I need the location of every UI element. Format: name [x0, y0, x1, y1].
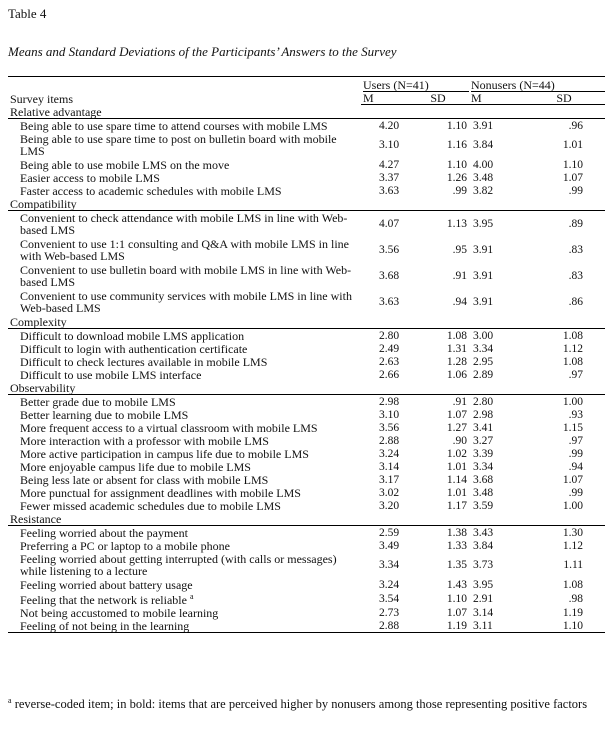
nonusers-sd: 1.01: [562, 139, 584, 151]
table-row: [8, 184, 605, 197]
survey-item: [8, 184, 361, 197]
users-mean: 3.24: [379, 578, 400, 591]
survey-item: [8, 434, 361, 447]
users-mean: 3.14: [379, 460, 400, 473]
survey-item: [8, 342, 361, 355]
category-row: [8, 197, 605, 211]
table-row: [8, 355, 605, 368]
nonusers-sd: .97: [568, 368, 584, 381]
table-row: [8, 211, 605, 238]
users-sd: 1.02: [446, 447, 468, 460]
nonusers-mean: 3.14: [473, 606, 494, 619]
users-sd: 1.27: [446, 421, 468, 434]
users-mean: 3.63: [379, 184, 400, 197]
header-nonusers-sd: SD: [523, 92, 605, 105]
nonusers-sd: .93: [568, 408, 584, 421]
nonusers-sd: 1.00: [562, 499, 584, 512]
survey-item: [8, 486, 361, 499]
survey-item: [8, 211, 361, 238]
table-label: Table 4: [8, 6, 47, 21]
users-mean: 3.34: [379, 559, 400, 571]
survey-item-text: Difficult to login with authentication certificate: [20, 341, 248, 356]
nonusers-sd: .97: [568, 434, 584, 447]
nonusers-sd: .99: [568, 184, 584, 197]
users-sd: 1.08: [446, 329, 468, 342]
nonusers-sd: 1.07: [562, 473, 584, 486]
nonusers-mean: 3.91: [473, 119, 494, 132]
survey-item-text: More punctual for assignment deadlines with mobile LMS: [20, 485, 301, 500]
nonusers-sd: 1.12: [562, 539, 584, 552]
users-mean: 3.24: [379, 447, 400, 460]
nonusers-mean: 3.59: [473, 499, 494, 512]
survey-item: [8, 289, 361, 315]
survey-item-text: Faster access to academic schedules with mobile LMS: [20, 183, 282, 198]
nonusers-mean: 3.48: [473, 486, 494, 499]
survey-item: [8, 591, 361, 606]
users-mean: 4.07: [379, 218, 400, 230]
users-sd: 1.14: [446, 473, 468, 486]
table-row: [8, 578, 605, 591]
nonusers-mean: 3.00: [473, 329, 494, 342]
users-sd: 1.33: [446, 539, 468, 552]
footnote: [8, 694, 605, 714]
users-mean: 3.20: [379, 499, 400, 512]
users-mean: 2.59: [379, 526, 400, 539]
survey-item-text: Convenient to use 1:1 consulting and Q&A with mobile LMS in line with Web-based LMS: [20, 237, 349, 263]
users-mean: 2.98: [379, 395, 400, 408]
survey-item-text: Being able to use mobile LMS on the move: [20, 157, 230, 172]
survey-item-text: Convenient to check attendance with mobile LMS in line with Web-based LMS: [20, 211, 348, 237]
survey-item-text: Easier access to mobile LMS: [20, 170, 160, 185]
users-sd: 1.07: [446, 408, 468, 421]
table-row: [8, 263, 605, 289]
users-sd: 1.13: [446, 218, 468, 230]
nonusers-sd: .96: [568, 119, 584, 132]
nonusers-sd: .98: [568, 592, 584, 605]
category-label: Compatibility: [8, 197, 605, 211]
nonusers-sd: 1.00: [562, 395, 584, 408]
table-row: [8, 132, 605, 158]
table-row: [8, 499, 605, 512]
nonusers-mean: 2.80: [473, 395, 494, 408]
table-row: [8, 460, 605, 473]
survey-item: [8, 499, 361, 512]
users-sd: 1.01: [446, 486, 468, 499]
survey-item-text: Difficult to download mobile LMS application: [20, 328, 245, 343]
header-users-sd: SD: [407, 92, 469, 105]
users-sd: 1.10: [446, 158, 468, 171]
users-mean: 3.49: [379, 539, 400, 552]
table-row: [8, 473, 605, 486]
category-label: Observability: [8, 381, 605, 395]
table-row: [8, 552, 605, 578]
users-sd: 1.01: [446, 460, 468, 473]
table-row: [8, 395, 605, 409]
survey-item: [8, 171, 361, 184]
survey-item-text: Convenient to use community services with mobile LMS in line with Web-based LMS: [20, 289, 352, 315]
nonusers-sd: .99: [568, 447, 584, 460]
nonusers-sd: .99: [568, 486, 584, 499]
nonusers-mean: 2.91: [473, 592, 494, 605]
survey-item: [8, 355, 361, 368]
nonusers-sd: 1.15: [562, 421, 584, 434]
survey-item: [8, 460, 361, 473]
nonusers-sd: 1.10: [523, 619, 605, 633]
survey-item-text: Feeling of not being in the learning: [20, 618, 190, 633]
survey-item: [8, 329, 361, 343]
table-row: [8, 434, 605, 447]
nonusers-sd: 1.30: [562, 526, 584, 539]
users-mean: 2.73: [379, 606, 400, 619]
header-users-m: M: [361, 92, 407, 105]
users-mean: 3.54: [379, 592, 400, 605]
users-mean: 3.10: [379, 139, 400, 151]
users-sd: 1.19: [407, 619, 469, 633]
users-mean: 3.17: [379, 473, 400, 486]
nonusers-mean: 3.41: [473, 421, 494, 434]
nonusers-sd: 1.10: [562, 158, 584, 171]
nonusers-mean: 3.91: [473, 296, 494, 308]
category-label: Complexity: [8, 315, 605, 329]
table-row: [8, 237, 605, 263]
users-mean: 2.63: [379, 355, 400, 368]
users-sd: 1.31: [446, 342, 468, 355]
table-row: [8, 368, 605, 381]
nonusers-mean: 2.98: [473, 408, 494, 421]
users-mean: 2.66: [379, 368, 400, 381]
survey-item-text: More interaction with a professor with mobile LMS: [20, 433, 269, 448]
table-row: [8, 342, 605, 355]
nonusers-mean: 3.82: [473, 184, 494, 197]
survey-table-body: [8, 105, 605, 633]
survey-item: [8, 619, 361, 633]
nonusers-sd: .94: [568, 460, 584, 473]
nonusers-sd: .86: [568, 296, 584, 308]
table-row: [8, 606, 605, 619]
users-sd: 1.28: [446, 355, 468, 368]
nonusers-mean: 2.89: [473, 368, 494, 381]
users-mean: 3.56: [379, 421, 400, 434]
users-sd: 1.35: [446, 559, 468, 571]
survey-item: [8, 578, 361, 591]
survey-item-text: Being able to use spare time to attend courses with mobile LMS: [20, 118, 328, 133]
survey-item: [8, 132, 361, 158]
survey-item: [8, 237, 361, 263]
category-label: Resistance: [8, 512, 605, 526]
survey-item-text: Feeling worried about battery usage: [20, 577, 193, 592]
users-mean: 3.10: [379, 408, 400, 421]
table-row: [8, 539, 605, 552]
survey-item: [8, 526, 361, 540]
users-sd: .91: [452, 395, 468, 408]
nonusers-mean: 3.91: [473, 244, 494, 256]
survey-item: [8, 473, 361, 486]
nonusers-mean: 3.95: [473, 578, 494, 591]
header-nonusers-m: M: [469, 92, 523, 105]
header-users: [361, 77, 469, 93]
survey-item-text: Feeling worried about getting interrupted (with calls or messages) while listening to a lecture: [20, 552, 337, 578]
survey-item-text: Better grade due to mobile LMS: [20, 394, 176, 409]
table-row: [8, 158, 605, 171]
table-row: [8, 289, 605, 315]
survey-item-text: Feeling that the network is reliable: [20, 593, 187, 607]
users-sd: 1.43: [446, 578, 468, 591]
survey-item: [8, 368, 361, 381]
survey-item-text: Not being accustomed to mobile learning: [20, 605, 219, 620]
survey-item: [8, 552, 361, 578]
nonusers-mean: 3.39: [473, 447, 494, 460]
users-sd: 1.10: [446, 119, 468, 132]
survey-item: [8, 447, 361, 460]
nonusers-sd: .83: [568, 270, 584, 282]
footnote-text: reverse-coded item; in bold: items that are perceived higher by nonusers among those representing positive factors: [11, 697, 588, 711]
nonusers-mean: 3.73: [473, 559, 494, 571]
users-mean: 2.80: [379, 329, 400, 342]
category-row: [8, 512, 605, 526]
nonusers-sd: 1.19: [562, 606, 584, 619]
header-nonusers: [469, 77, 605, 93]
table-row: [8, 119, 605, 133]
survey-item: [8, 119, 361, 133]
survey-item-text: Being able to use spare time to post on bulletin board with mobile LMS: [20, 132, 337, 158]
nonusers-sd: 1.07: [562, 171, 584, 184]
users-mean: 2.49: [379, 342, 400, 355]
survey-table-container: [8, 76, 605, 633]
table-caption: Means and Standard Deviations of the Participants’ Answers to the Survey: [8, 44, 397, 59]
users-sd: .90: [452, 434, 468, 447]
survey-item-text: Preferring a PC or laptop to a mobile phone: [20, 538, 230, 553]
nonusers-mean: 3.48: [473, 171, 494, 184]
header-survey-items: Survey items: [8, 77, 361, 105]
nonusers-sd: 1.08: [562, 329, 584, 342]
survey-item: [8, 408, 361, 421]
users-mean: 3.56: [379, 244, 400, 256]
nonusers-mean: 3.11: [469, 619, 523, 633]
users-mean: 2.88: [361, 619, 407, 633]
survey-item-text: Better learning due to mobile LMS: [20, 407, 189, 422]
nonusers-sd: 1.11: [563, 559, 584, 571]
nonusers-mean: 3.34: [473, 342, 494, 355]
users-mean: 3.68: [379, 270, 400, 282]
table-row: [8, 591, 605, 606]
category-row: [8, 381, 605, 395]
users-sd: .99: [452, 184, 468, 197]
users-sd: 1.16: [446, 139, 468, 151]
users-sd: .91: [452, 270, 468, 282]
table-row: [8, 526, 605, 540]
users-sd: 1.38: [446, 526, 468, 539]
users-sd: 1.06: [446, 368, 468, 381]
users-sd: 1.17: [446, 499, 468, 512]
table-row: [8, 486, 605, 499]
nonusers-sd: 1.08: [562, 578, 584, 591]
users-sd: .94: [452, 296, 468, 308]
nonusers-mean: 3.43: [473, 526, 494, 539]
table-row: [8, 329, 605, 343]
survey-item-text: More enjoyable campus life due to mobile LMS: [20, 459, 251, 474]
table-row: [8, 447, 605, 460]
category-label: Relative advantage: [8, 105, 605, 119]
table-row: [8, 619, 605, 633]
users-mean: 4.27: [379, 158, 400, 171]
users-mean: 2.88: [379, 434, 400, 447]
users-mean: 3.37: [379, 171, 400, 184]
survey-item: [8, 395, 361, 409]
category-row: [8, 315, 605, 329]
users-mean: 3.02: [379, 486, 400, 499]
category-row: [8, 105, 605, 119]
users-sd: 1.10: [446, 592, 468, 605]
nonusers-sd: 1.12: [562, 342, 584, 355]
nonusers-sd: .89: [568, 218, 584, 230]
footnote-marker: a: [8, 695, 12, 705]
nonusers-mean: 3.91: [473, 270, 494, 282]
survey-item: [8, 158, 361, 171]
table-row: [8, 171, 605, 184]
users-sd: .95: [452, 244, 468, 256]
nonusers-mean: 3.68: [473, 473, 494, 486]
survey-item-text: Fewer missed academic schedules due to mobile LMS: [20, 498, 281, 513]
users-sd: 1.07: [446, 606, 468, 619]
nonusers-mean: 3.84: [473, 539, 494, 552]
nonusers-mean: 3.34: [473, 460, 494, 473]
survey-item-text: More active participation in campus life due to mobile LMS: [20, 446, 309, 461]
survey-item: [8, 606, 361, 619]
nonusers-mean: 2.95: [473, 355, 494, 368]
survey-item-text: Difficult to use mobile LMS interface: [20, 367, 202, 382]
nonusers-sd: .83: [568, 244, 584, 256]
survey-item-text: Feeling worried about the payment: [20, 525, 188, 540]
table-row: [8, 421, 605, 434]
nonusers-mean: 4.00: [473, 158, 494, 171]
users-sd: 1.26: [446, 171, 468, 184]
table-row: [8, 408, 605, 421]
header-users-label: Users (N=41): [363, 79, 469, 92]
survey-item: [8, 421, 361, 434]
users-mean: 4.20: [379, 119, 400, 132]
users-mean: 3.63: [379, 296, 400, 308]
nonusers-mean: 3.95: [473, 218, 494, 230]
survey-table: [8, 76, 605, 633]
survey-item-text: Being less late or absent for class with mobile LMS: [20, 472, 269, 487]
nonusers-mean: 3.27: [473, 434, 494, 447]
nonusers-sd: 1.08: [562, 355, 584, 368]
nonusers-mean: 3.84: [473, 139, 494, 151]
survey-item-text: Convenient to use bulletin board with mobile LMS in line with Web-based LMS: [20, 263, 352, 289]
reverse-coded-marker: a: [189, 592, 194, 601]
header-nonusers-label: Nonusers (N=44): [471, 79, 605, 92]
survey-item: [8, 539, 361, 552]
survey-item-text: More frequent access to a virtual classroom with mobile LMS: [20, 420, 318, 435]
survey-item: [8, 263, 361, 289]
survey-item-text: Difficult to check lectures available in mobile LMS: [20, 354, 268, 369]
